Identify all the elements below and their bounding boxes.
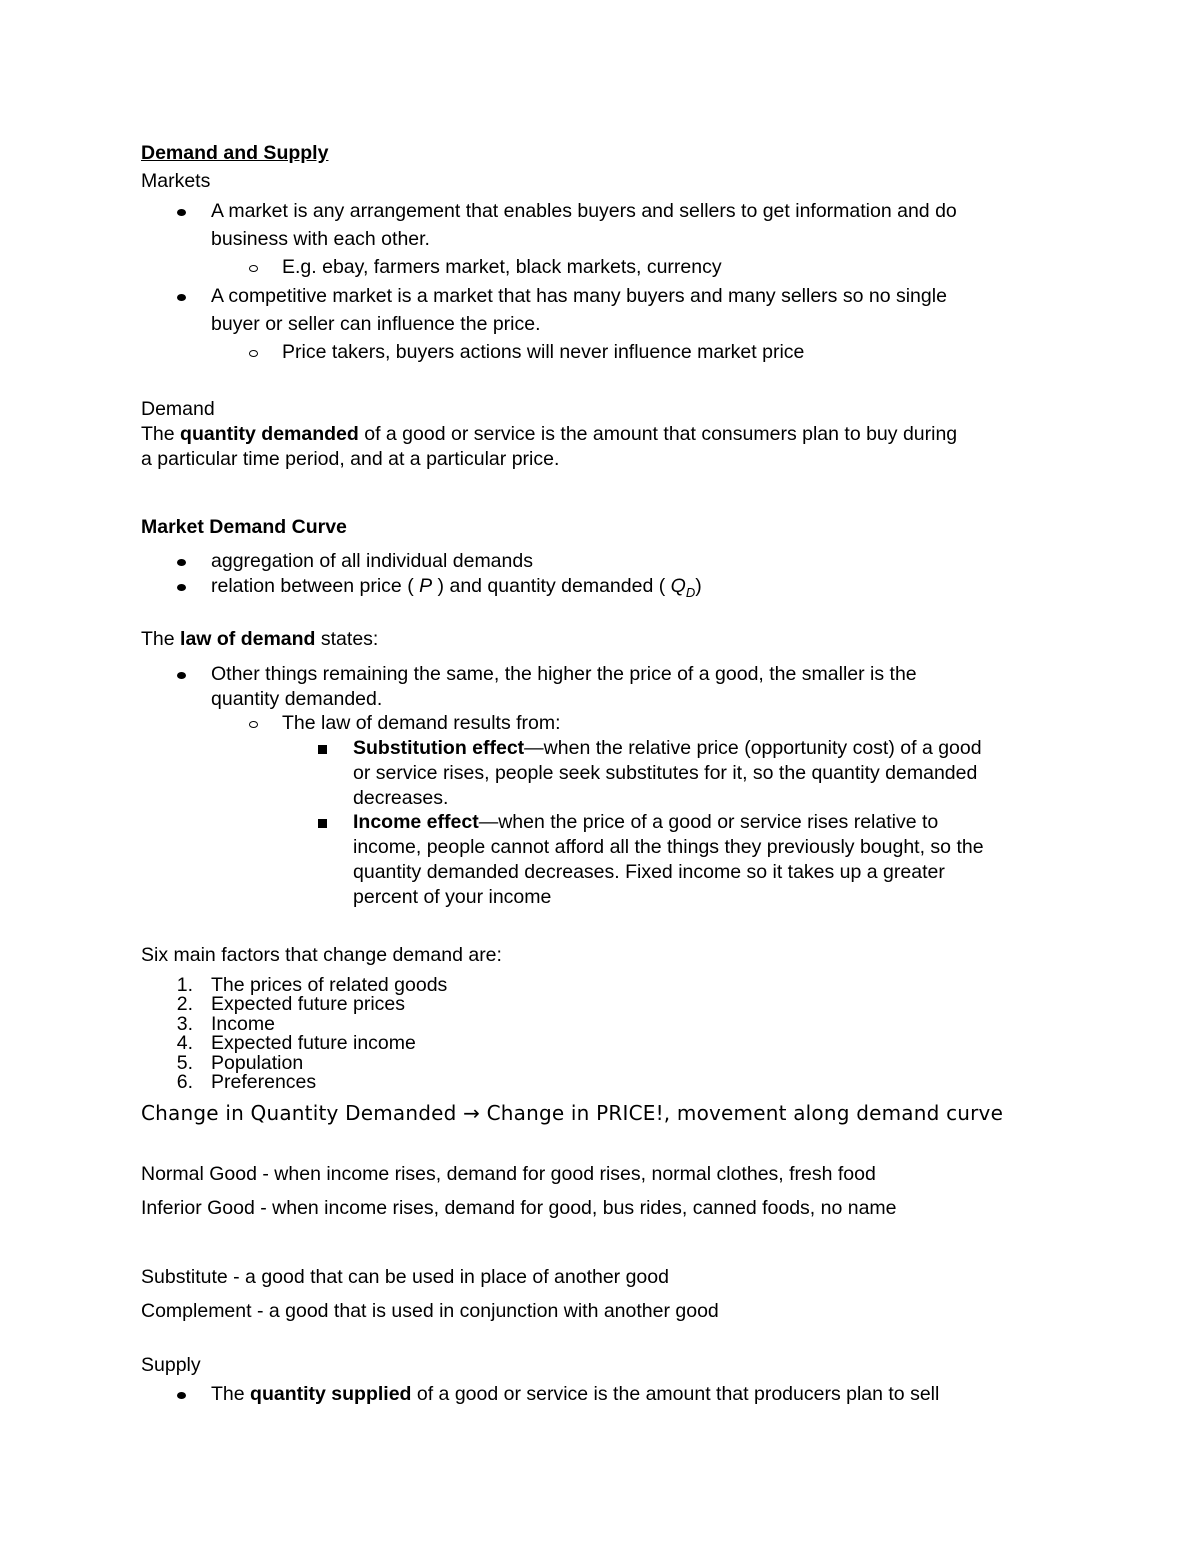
- demand-definition-line-1: The quantity demanded of a good or service is the amount that consumers plan to buy during: [141, 423, 958, 445]
- factor-number: 1.: [176, 974, 193, 996]
- bullet-icon: [177, 672, 186, 679]
- complement-line: Complement - a good that is used in conjunction with another good: [141, 1300, 719, 1322]
- hollow-bullet-icon: [249, 350, 258, 357]
- demand-definition-line-2: a particular time period, and at a particular price.: [141, 448, 560, 470]
- mdc-item-1: aggregation of all individual demands: [211, 550, 533, 572]
- bullet-icon: [177, 294, 186, 301]
- factor-item: The prices of related goods: [211, 974, 448, 996]
- demand-heading: Demand: [141, 398, 215, 420]
- law-bullet-line-1: Other things remaining the same, the higher the price of a good, the smaller is the: [211, 663, 917, 685]
- bullet-icon: [177, 209, 186, 216]
- factor-item: Preferences: [211, 1071, 317, 1093]
- markets-bullet-1-line-1: A market is any arrangement that enables buyers and sellers to get information and do: [211, 200, 957, 222]
- bullet-icon: [177, 1392, 186, 1399]
- factor-number: 5.: [176, 1052, 193, 1074]
- square-bullet-icon: [318, 745, 327, 754]
- supply-bullet: The quantity supplied of a good or service is the amount that producers plan to sell: [211, 1383, 940, 1405]
- law-bullet-line-2: quantity demanded.: [211, 688, 383, 710]
- law-of-demand-intro: The law of demand states:: [141, 628, 379, 650]
- markets-sub-1: E.g. ebay, farmers market, black markets, currency: [282, 256, 722, 278]
- income-effect-line-4: percent of your income: [353, 886, 552, 908]
- factor-item: Population: [211, 1052, 304, 1074]
- factor-number: 4.: [176, 1032, 193, 1054]
- mdc-item-2: relation between price ( P ) and quantity demanded ( $Q_D$): [211, 575, 702, 600]
- factor-item: Expected future prices: [211, 993, 406, 1015]
- hollow-bullet-icon: [249, 721, 258, 728]
- markets-heading: Markets: [141, 170, 211, 192]
- factor-item: Income: [211, 1013, 275, 1035]
- markets-bullet-2-line-2: buyer or seller can influence the price.: [211, 313, 541, 335]
- market-demand-curve-heading: Market Demand Curve: [141, 516, 347, 538]
- factor-number: 2.: [176, 993, 193, 1015]
- income-effect-line-1: Income effect—when the price of a good or service rises relative to: [353, 811, 939, 833]
- substitution-effect-line-1: Substitution effect—when the relative price (opportunity cost) of a good: [353, 737, 982, 759]
- markets-sub-2: Price takers, buyers actions will never influence market price: [282, 341, 805, 363]
- substitution-effect-line-3: decreases.: [353, 787, 449, 809]
- hollow-bullet-icon: [249, 265, 258, 272]
- factors-intro: Six main factors that change demand are:: [141, 944, 502, 966]
- inferior-good-line: Inferior Good - when income rises, demand for good, bus rides, canned foods, no name: [141, 1197, 897, 1219]
- substitution-effect-line-2: or service rises, people seek substitutes for it, so the quantity demanded: [353, 762, 978, 784]
- square-bullet-icon: [318, 819, 327, 828]
- markets-bullet-1-line-2: business with each other.: [211, 228, 430, 250]
- substitute-line: Substitute - a good that can be used in place of another good: [141, 1266, 669, 1288]
- factor-number: 3.: [176, 1013, 193, 1035]
- income-effect-line-3: quantity demanded decreases. Fixed income so it takes up a greater: [353, 861, 945, 883]
- markets-bullet-2-line-1: A competitive market is a market that has many buyers and many sellers so no single: [211, 285, 947, 307]
- factor-item: Expected future income: [211, 1032, 416, 1054]
- bullet-icon: [177, 559, 186, 566]
- law-sub: The law of demand results from:: [282, 712, 561, 734]
- change-in-quantity-line: Change in Quantity Demanded → Change in PRICE!, movement along demand curve: [141, 1101, 1004, 1125]
- supply-heading: Supply: [141, 1354, 201, 1376]
- income-effect-line-2: income, people cannot afford all the things they previously bought, so the: [353, 836, 984, 858]
- factor-number: 6.: [176, 1071, 193, 1093]
- bullet-icon: [177, 584, 186, 591]
- normal-good-line: Normal Good - when income rises, demand for good rises, normal clothes, fresh food: [141, 1163, 876, 1185]
- document-title: Demand and Supply: [141, 142, 329, 164]
